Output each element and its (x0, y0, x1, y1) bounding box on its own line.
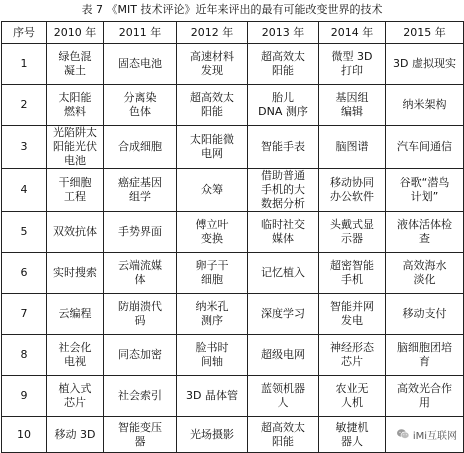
table-cell (47, 376, 104, 417)
table-cell (319, 212, 386, 253)
table-cell (104, 253, 177, 294)
table-cell (386, 169, 464, 212)
cell-text: 蓝领机器 人 (261, 382, 305, 409)
cell-text: 谷歌“潜鸟 计划” (399, 176, 450, 203)
cell-text: 移动协同 办公软件 (330, 176, 374, 203)
cell-text: 超密智能 手机 (330, 259, 374, 286)
cell-text: 绿色混 凝土 (58, 50, 92, 77)
table-cell (177, 417, 248, 453)
column-header-year: 2014 年 (319, 22, 386, 44)
cell-text: 脑图谱 (335, 140, 369, 153)
table-cell (386, 376, 464, 417)
table-cell (319, 169, 386, 212)
table-cell (177, 85, 248, 126)
table-row (2, 335, 464, 376)
cell-text: 2 (20, 98, 28, 111)
cell-text: 云端流媒 体 (118, 259, 162, 286)
table-cell (47, 85, 104, 126)
watermark-text: iMi互联网 (412, 430, 457, 442)
cell-text: 超高效太 阳能 (190, 91, 234, 118)
table-cell (319, 376, 386, 417)
table-cell (386, 126, 464, 169)
cell-text: 4 (20, 183, 28, 196)
cell-text: 临时社交 媒体 (261, 218, 305, 245)
row-index-cell (2, 335, 47, 376)
cell-text: 神经形态 芯片 (330, 341, 374, 368)
table-row (2, 212, 464, 253)
table-cell (386, 335, 464, 376)
table-cell (319, 335, 386, 376)
table-cell (386, 212, 464, 253)
cell-text: 高速材料 发现 (190, 50, 234, 77)
table-cell (47, 169, 104, 212)
cell-text: 光场摄影 (190, 427, 234, 441)
cell-text: 8 (20, 348, 28, 361)
cell-text: 汽车间通信 (397, 140, 452, 153)
table-cell (248, 126, 319, 169)
table-cell (248, 212, 319, 253)
cell-text: 癌症基因 组学 (118, 176, 162, 203)
cell-text: 3D 虚拟现实 (393, 57, 456, 70)
table-cell (104, 126, 177, 169)
cell-text: 3 (20, 140, 28, 153)
cell-text: 高效海水 淡化 (402, 259, 447, 286)
technology-table (1, 21, 464, 453)
table-row (2, 44, 464, 85)
table-cell (47, 417, 104, 453)
cell-text: 手势界面 (118, 225, 162, 238)
table-cell (104, 335, 177, 376)
row-index-cell (2, 376, 47, 417)
table-caption: 表 7 《MIT 技术评论》近年来评出的最有可能改变世界的技术 (81, 3, 383, 16)
cell-text: 植入式 芯片 (58, 382, 92, 409)
table-cell (177, 169, 248, 212)
cell-text: 智能并网 发电 (330, 300, 374, 327)
cell-text: 智能手表 (261, 140, 305, 153)
cell-text: 头戴式显 示器 (330, 218, 374, 245)
table-cell (47, 335, 104, 376)
cell-text: 移动 3D (54, 427, 96, 441)
cell-text: 超高效太 阳能 (261, 50, 305, 77)
cell-text: 高效光合作 用 (397, 382, 452, 409)
cell-text: 纳米孔 测序 (195, 300, 229, 327)
cell-text: 同态加密 (118, 348, 162, 361)
table-cell (248, 376, 319, 417)
table-cell (248, 44, 319, 85)
table-cell (47, 294, 104, 335)
table-row (2, 294, 464, 335)
row-index-cell (2, 126, 47, 169)
cell-text: 脑细胞团培 育 (397, 341, 452, 368)
table-cell (386, 294, 464, 335)
table-row (2, 85, 464, 126)
cell-text: 记忆植入 (261, 266, 305, 279)
cell-text: 深度学习 (261, 307, 305, 320)
table-cell (104, 376, 177, 417)
cell-text: 5 (20, 225, 28, 238)
table-row (2, 376, 464, 417)
column-header-year: 2012 年 (177, 22, 248, 44)
row-index-cell (2, 169, 47, 212)
table-cell (177, 44, 248, 85)
table-cell (248, 85, 319, 126)
table-cell (319, 44, 386, 85)
cell-text: 脸书时 间轴 (195, 341, 229, 368)
table-cell (248, 417, 319, 453)
table-cell (104, 169, 177, 212)
cell-text: 社会化 电视 (58, 341, 92, 368)
table-cell (104, 44, 177, 85)
cell-text: 双效抗体 (53, 225, 97, 238)
table-cell (386, 85, 464, 126)
table-cell (248, 335, 319, 376)
table-cell (47, 44, 104, 85)
table-cell (319, 294, 386, 335)
cell-text: 1 (20, 57, 28, 70)
cell-text: 6 (20, 266, 28, 279)
table-cell (47, 253, 104, 294)
table-cell (248, 169, 319, 212)
table-cell (319, 126, 386, 169)
cell-text: 众筹 (201, 183, 223, 196)
table-cell (177, 212, 248, 253)
table-row (2, 253, 464, 294)
table-cell (177, 126, 248, 169)
cell-text: 干细胞 工程 (58, 176, 92, 203)
cell-text: 傅立叶 变换 (195, 218, 229, 245)
table-cell (104, 212, 177, 253)
column-header-year: 2010 年 (47, 22, 104, 44)
table-cell (386, 253, 464, 294)
cell-text: 农业无 人机 (335, 382, 369, 409)
row-index-cell (2, 44, 47, 85)
cell-text: 3D 晶体管 (186, 389, 238, 402)
cell-text: 胎儿 DNA 测序 (258, 91, 308, 118)
cell-text: 9 (20, 389, 28, 402)
table-cell (104, 85, 177, 126)
table-header (2, 22, 464, 44)
table-cell (177, 253, 248, 294)
wechat-icon (396, 427, 410, 441)
cell-text: 基因组 编辑 (335, 91, 369, 118)
column-header-year: 2011 年 (104, 22, 177, 44)
table-cell (177, 335, 248, 376)
table-cell (386, 44, 464, 85)
cell-text: 实时搜索 (53, 266, 97, 279)
cell-text: 防崩溃代 码 (118, 300, 162, 327)
cell-text: 固态电池 (118, 57, 162, 70)
row-index-cell (2, 417, 47, 453)
table-cell (319, 253, 386, 294)
cell-text: 社会索引 (118, 389, 162, 402)
table-cell (248, 253, 319, 294)
table-cell (248, 294, 319, 335)
cell-text: 借助普通 手机的大 数据分析 (261, 169, 305, 210)
cell-text: 微型 3D 打印 (331, 50, 373, 77)
table-row (2, 126, 464, 169)
row-index-cell (2, 294, 47, 335)
cell-text: 7 (20, 307, 28, 320)
cell-text: 敏捷机 器人 (335, 420, 369, 448)
cell-text: 太阳能 燃料 (58, 91, 92, 118)
cell-text: 云编程 (58, 307, 92, 320)
table-cell (319, 417, 386, 453)
cell-text: 超级电网 (261, 348, 305, 361)
cell-text: 液体活体检 查 (397, 218, 452, 245)
row-index-cell (2, 85, 47, 126)
cell-text: 10 (17, 427, 31, 441)
table-cell (177, 294, 248, 335)
table-cell (319, 85, 386, 126)
watermark (393, 425, 460, 443)
table-cell (104, 294, 177, 335)
table-body (2, 44, 464, 453)
column-header-year: 2013 年 (248, 22, 319, 44)
cell-text: 纳米架构 (402, 98, 447, 111)
cell-text: 卵子干 细胞 (195, 259, 229, 286)
table-cell (47, 212, 104, 253)
header-row (2, 22, 464, 44)
cell-text: 合成细胞 (118, 140, 162, 153)
row-index-cell (2, 212, 47, 253)
table-cell (104, 417, 177, 453)
column-header-index: 序号 (2, 22, 47, 44)
cell-text: 超高效太 阳能 (261, 420, 305, 448)
cell-text: 分离染 色体 (123, 91, 157, 118)
cell-text: 智能变压 器 (118, 420, 162, 448)
table-cell (177, 376, 248, 417)
cell-text: 移动支付 (402, 307, 447, 320)
table-row (2, 169, 464, 212)
cell-text: 太阳能微 电网 (190, 133, 234, 160)
cell-text: 光陷阱太 阳能光伏 电池 (53, 126, 97, 167)
column-header-year: 2015 年 (386, 22, 464, 44)
table-cell (47, 126, 104, 169)
row-index-cell (2, 253, 47, 294)
